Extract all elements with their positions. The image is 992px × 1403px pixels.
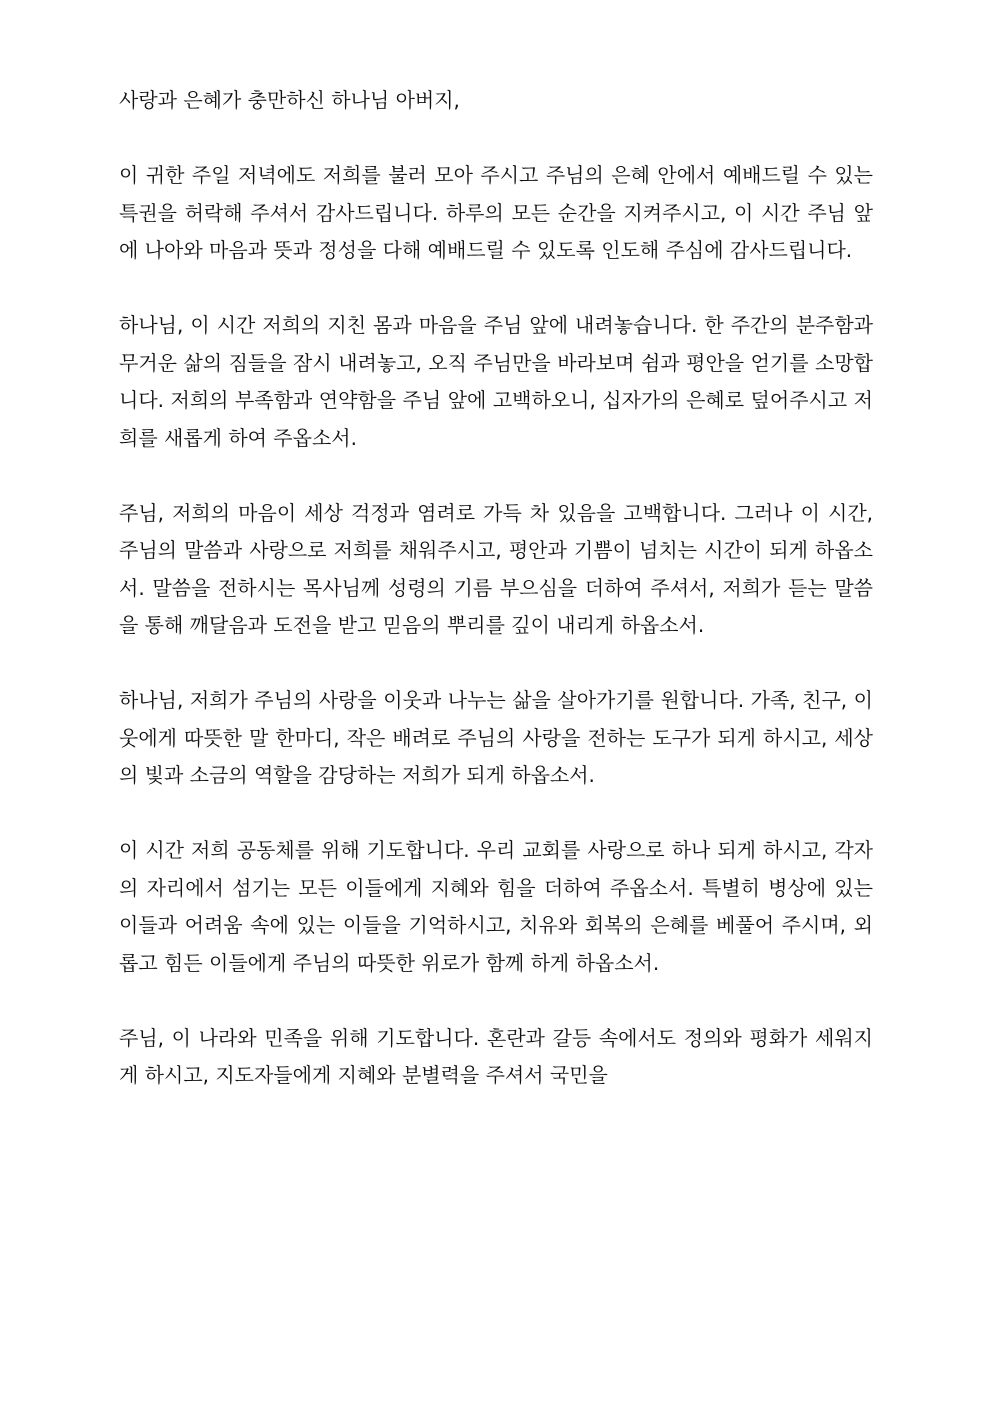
- paragraph-nation: 주님, 이 나라와 민족을 위해 기도합니다. 혼란과 갈등 속에서도 정의와 평화가 세워지게 하시고, 지도자들에게 지혜와 분별력을 주셔서 국민을: [119, 1025, 873, 1087]
- paragraph-thanksgiving: 이 귀한 주일 저녁에도 저희를 불러 모아 주시고 주님의 은혜 안에서 예배드릴 수 있는 특권을 허락해 주셔서 감사드립니다. 하루의 모든 순간을 지켜주시고, 이 시간 주님 앞에 나아와 마음과 뜻과 정성을 다해 예배드릴 수 있도록 인도해 주심에 감사드립니다.: [119, 163, 873, 262]
- paragraph-confession: 주님, 저희의 마음이 세상 걱정과 염려로 가득 차 있음을 고백합니다. 그러나 이 시간, 주님의 말씀과 사랑으로 저희를 채워주시고, 평안과 기쁨이 넘치는 시간이 되게 하옵소서. 말씀을 전하시는 목사님께 성령의 기름 부으심을 더하여 주셔서, 저희가 듣는 말씀을 통해 깨달음과 도전을 받고 믿음의 뿌리를 깊이 내리게 하옵소서.: [119, 500, 873, 637]
- opening-address: 사랑과 은혜가 충만하신 하나님 아버지,: [119, 88, 460, 112]
- paragraph-rest: 하나님, 이 시간 저희의 지친 몸과 마음을 주님 앞에 내려놓습니다. 한 주간의 분주함과 무거운 삶의 짐들을 잠시 내려놓고, 오직 주님만을 바라보며 쉼과 평안을 얻기를 소망합니다. 저희의 부족함과 연약함을 주님 앞에 고백하오니, 십자가의 은혜로 덮어주시고 저희를 새롭게 하여 주옵소서.: [119, 313, 873, 450]
- paragraph-neighbors: 하나님, 저희가 주님의 사랑을 이웃과 나누는 삶을 살아가기를 원합니다. 가족, 친구, 이웃에게 따뜻한 말 한마디, 작은 배려로 주님의 사랑을 전하는 도구가 되게 하시고, 세상의 빛과 소금의 역할을 감당하는 저희가 되게 하옵소서.: [119, 688, 873, 787]
- document-page: [119, 82, 873, 1095]
- paragraph-community: 이 시간 저희 공동체를 위해 기도합니다. 우리 교회를 사랑으로 하나 되게 하시고, 각자의 자리에서 섬기는 모든 이들에게 지혜와 힘을 더하여 주옵소서. 특별히 병상에 있는 이들과 어려움 속에 있는 이들을 기억하시고, 치유와 회복의 은혜를 베풀어 주시며, 외롭고 힘든 이들에게 주님의 따뜻한 위로가 함께 하게 하옵소서.: [119, 838, 873, 975]
